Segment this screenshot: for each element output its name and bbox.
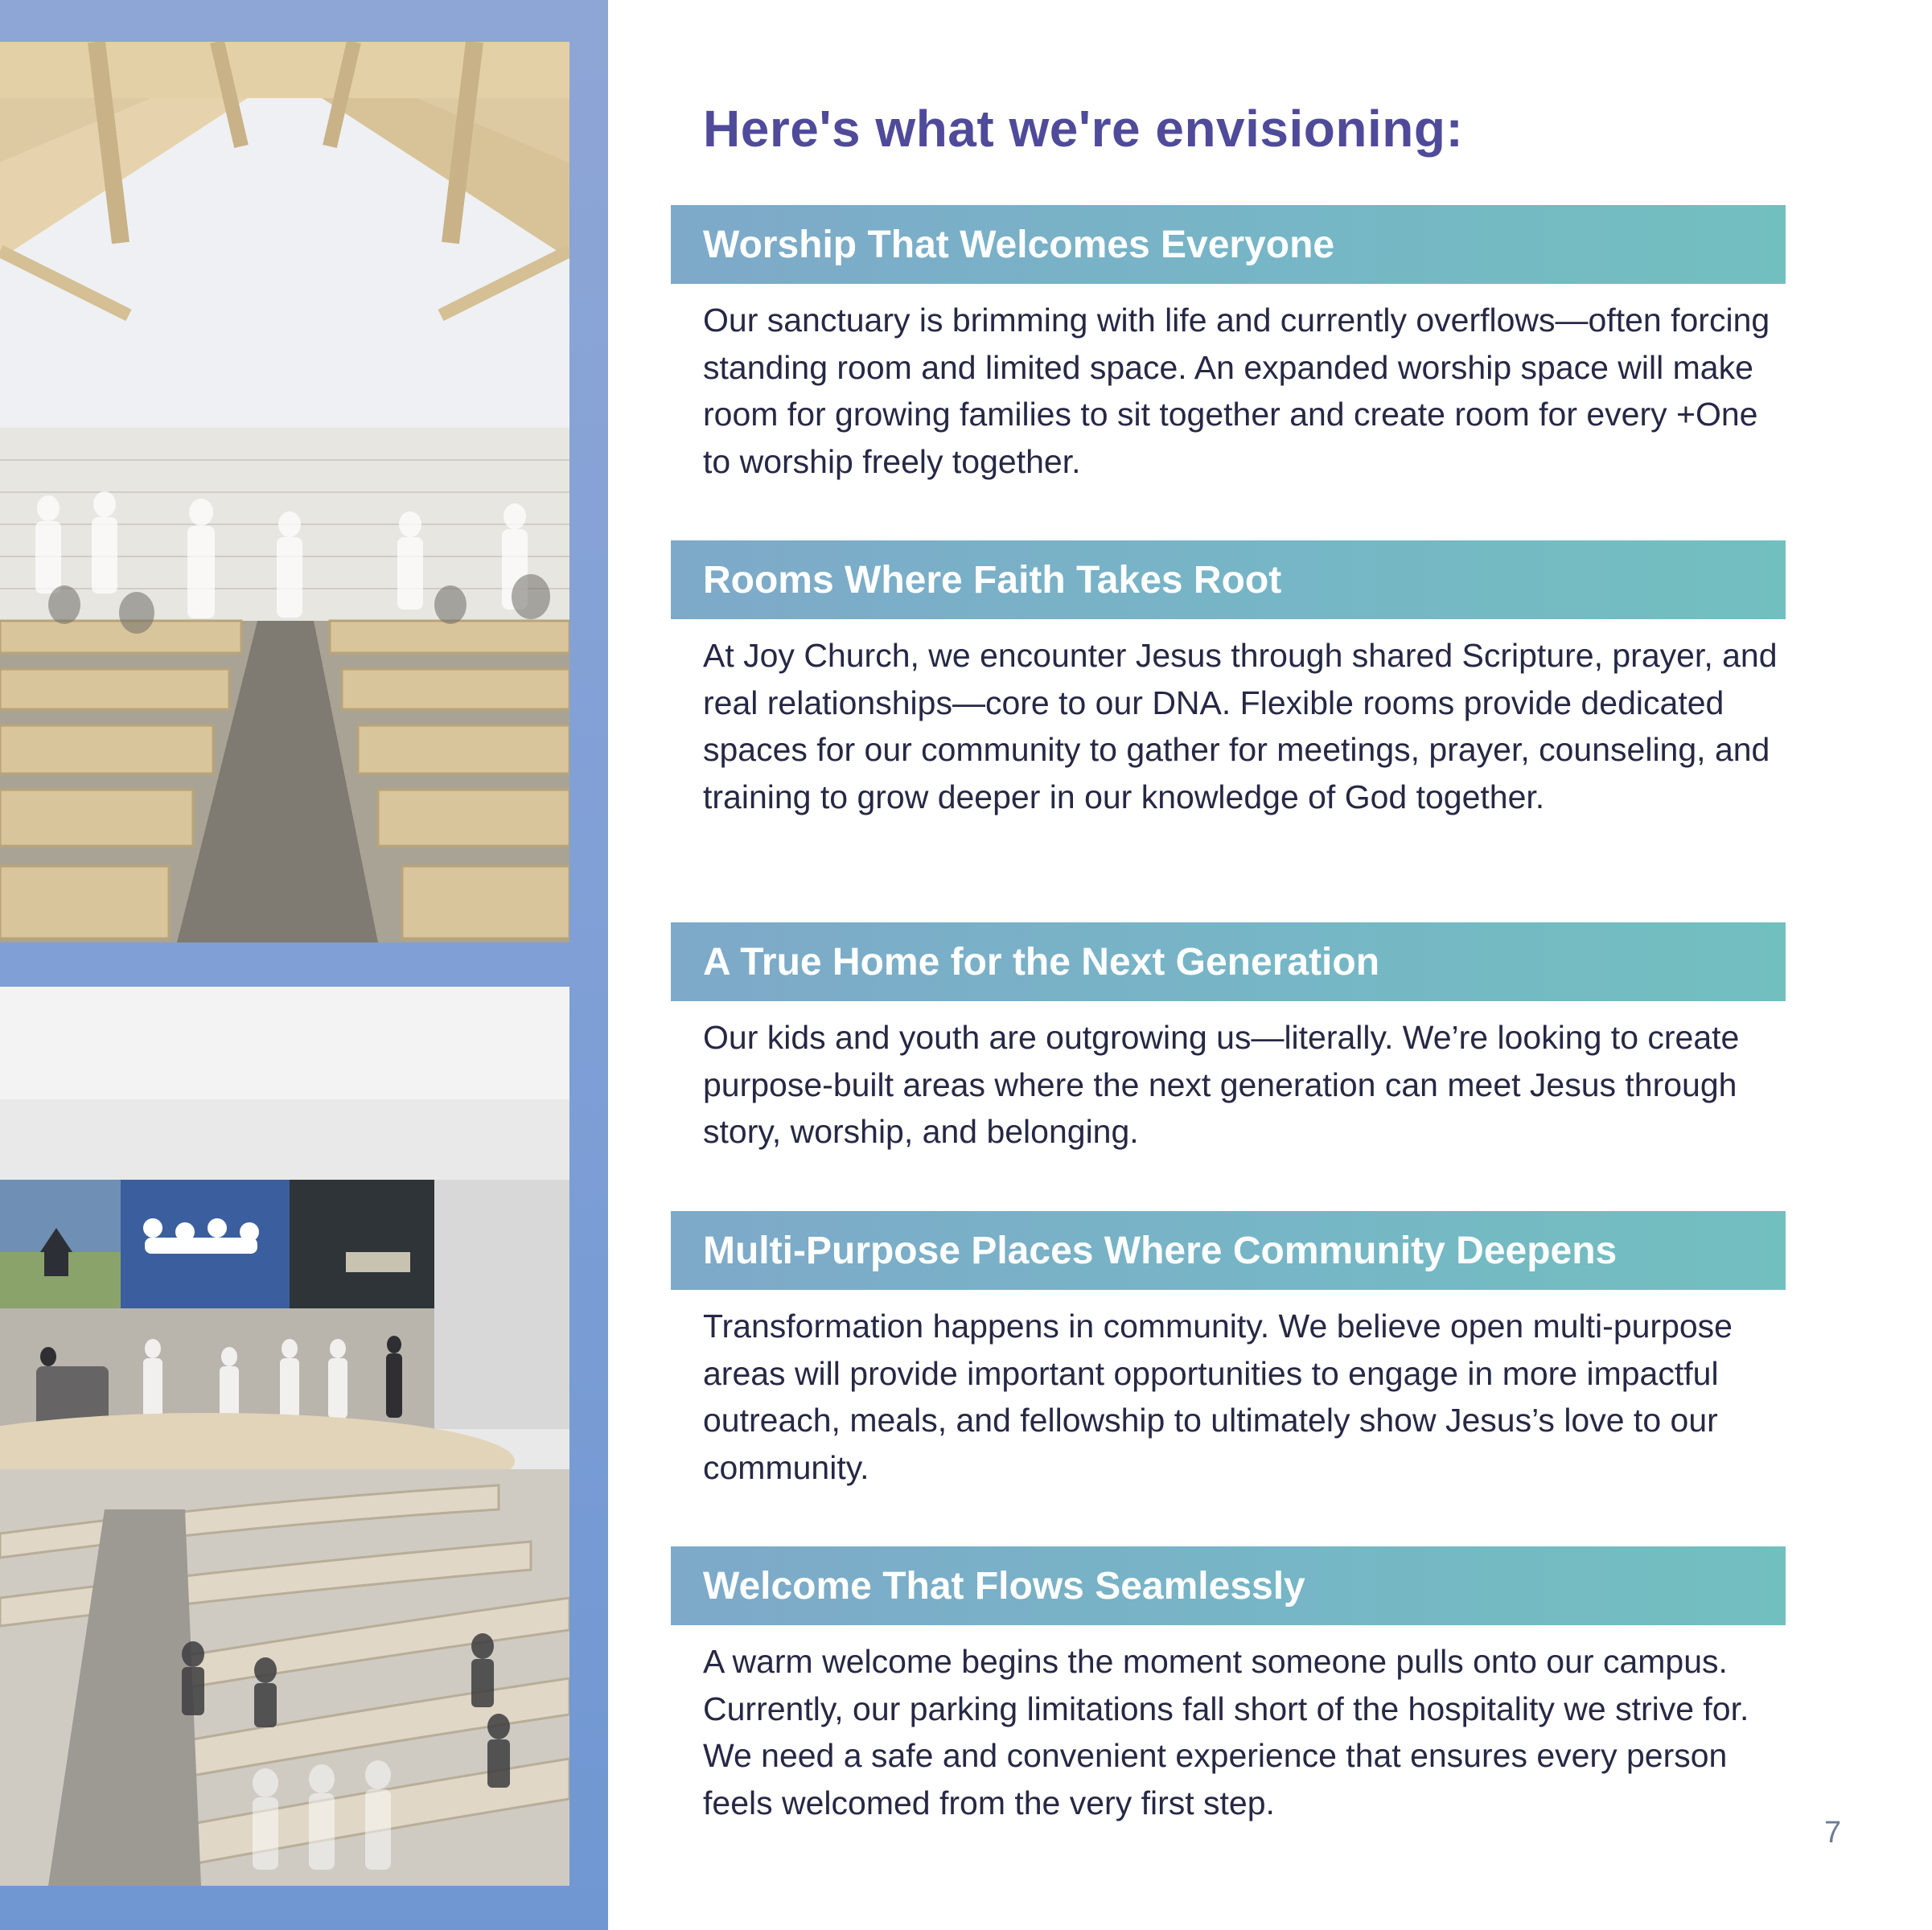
- auditorium-rendering-image: [0, 987, 569, 1886]
- section-body-worship: Our sanctuary is brimming with life and currently overflows—often forcing standing room and limited space. An expanded worship space will make room for growing families to sit together and create room for every +One to worship freely together.: [703, 302, 1770, 480]
- section-header-welcome: [671, 1546, 1786, 1625]
- section-title: A True Home for the Next Generation: [703, 940, 1380, 983]
- section-body-welcome: A warm welcome begins the moment someone pulls onto our campus. Currently, our parking limitations fall short of the hospitality we strive for. We need a safe and convenient experience that ensures every person feels welcomed from the very first step.: [703, 1643, 1749, 1821]
- section-header-rooms: [671, 540, 1786, 619]
- section-body-rooms: At Joy Church, we encounter Jesus through shared Scripture, prayer, and real relationships—core to our DNA. Flexible rooms provide dedicated spaces for our community to gather for meetings, prayer, counseling, and training to grow deeper in our knowledge of God together.: [703, 637, 1778, 815]
- side-image-panel: [0, 0, 608, 1930]
- section-header-worship: [671, 205, 1786, 284]
- section-header-multi-purpose: [671, 1211, 1786, 1290]
- section-title: Worship That Welcomes Everyone: [703, 223, 1335, 266]
- section-title: Rooms Where Faith Takes Root: [703, 558, 1282, 602]
- section-title: Welcome That Flows Seamlessly: [703, 1564, 1305, 1608]
- section-body-next-generation: Our kids and youth are outgrowing us—literally. We’re looking to create purpose-built areas where the next generation can meet Jesus through story, worship, and belonging.: [703, 1019, 1740, 1150]
- page-number: 7: [1824, 1816, 1842, 1850]
- section-header-next-generation: [671, 922, 1786, 1001]
- section-body-multi-purpose: Transformation happens in community. We believe open multi-purpose areas will provide important opportunities to engage in more impactful outreach, meals, and fellowship to ultimately show Jesus’s love to our community.: [703, 1308, 1733, 1486]
- section-title: Multi-Purpose Places Where Community Deepens: [703, 1229, 1618, 1272]
- page-heading: Here's what we're envisioning:: [703, 100, 1464, 158]
- sanctuary-rendering-image: [0, 42, 569, 942]
